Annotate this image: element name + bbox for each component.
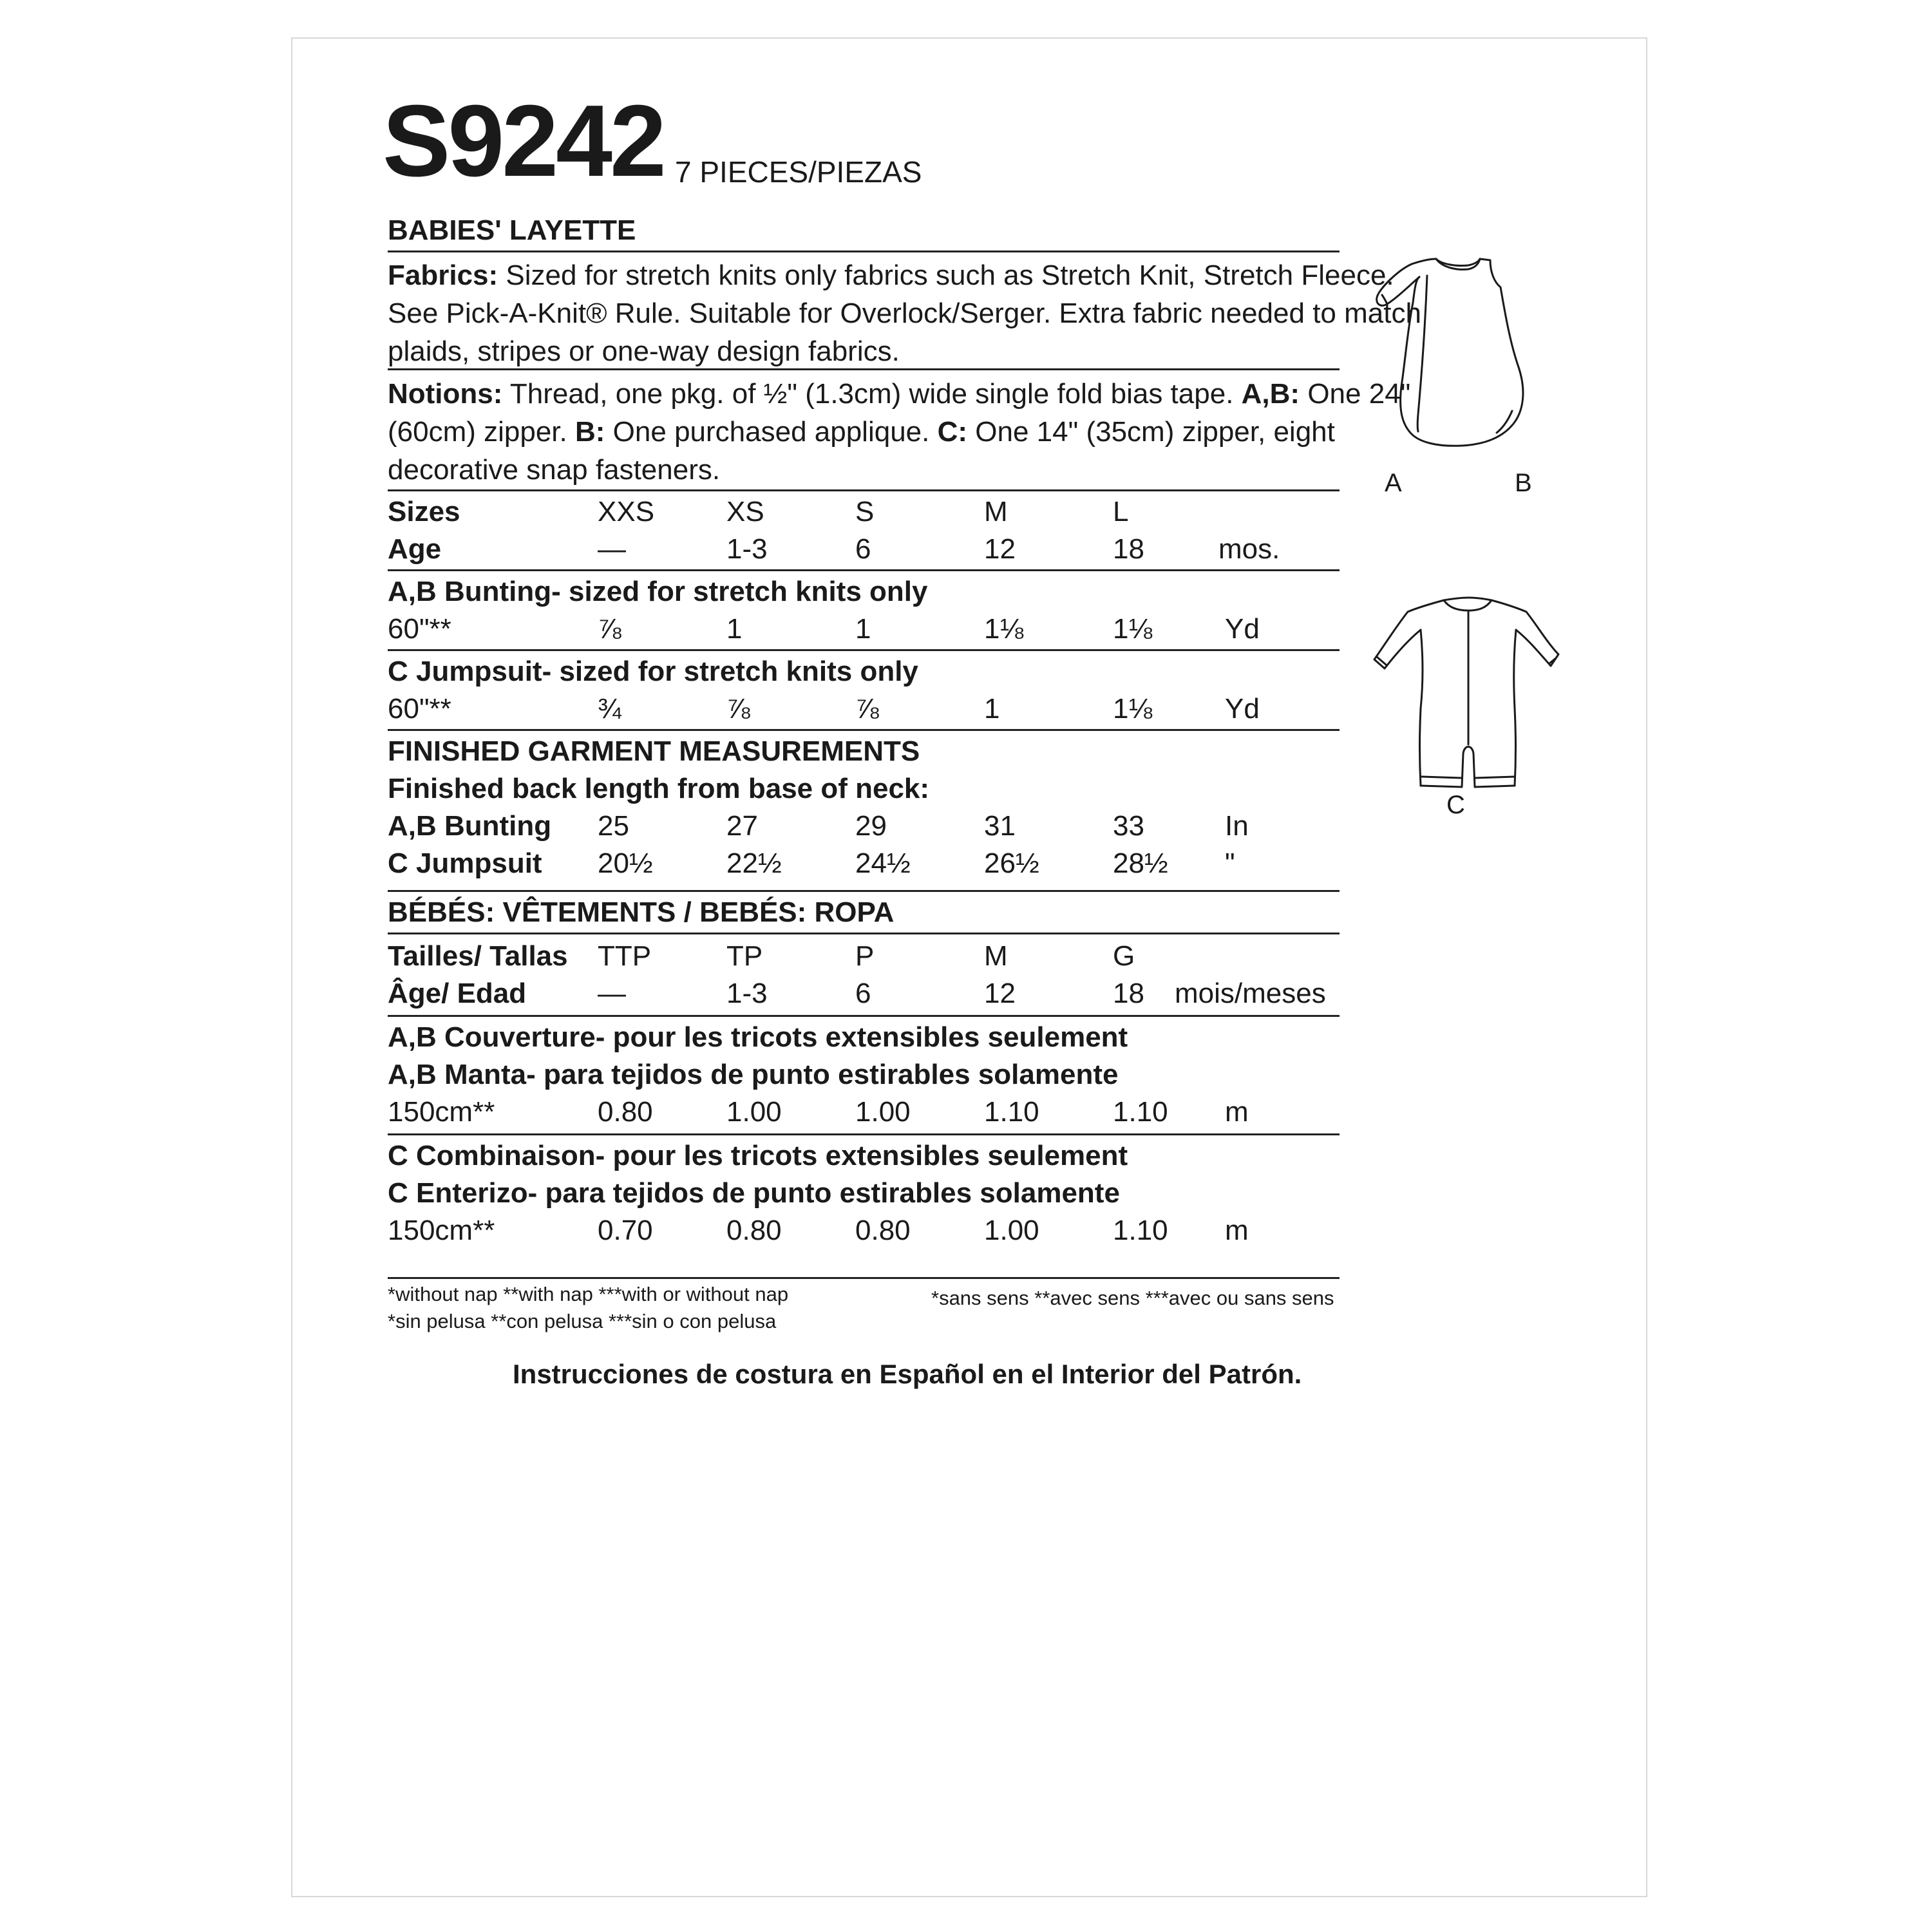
yardage-cell: 1.00 [855,1096,911,1128]
age-unit: mois/meses [1175,978,1326,1009]
age-cell: 1-3 [726,533,768,565]
measurement-label: A,B Bunting [388,810,552,842]
view-b-label: B [1515,469,1532,497]
age-cell: 1-3 [726,978,768,1009]
size-cell: M [984,940,1008,972]
measurement-cell: 25 [598,810,629,842]
age-cell: 18 [1113,533,1144,565]
jumpsuit-heading-row [388,656,1341,693]
divider [388,1133,1340,1135]
yardage-cell: 1.10 [1113,1096,1168,1128]
age-cell: — [598,533,626,565]
size-cell: XS [726,496,764,527]
measurement-cell: 22½ [726,848,782,879]
measurement-row [388,810,1341,848]
yardage-cell: 0.80 [855,1215,911,1246]
age-cell: 12 [984,533,1016,565]
fabric-width: 150cm** [388,1215,495,1246]
foreign-heading: BÉBÉS: VÊTEMENTS / BEBÉS: ROPA [388,896,895,928]
size-cell: M [984,496,1008,527]
foreign-age-label: Âge/ Edad [388,978,527,1009]
size-cell: XXS [598,496,655,527]
age-cell: 12 [984,978,1016,1009]
fabrics-label: Fabrics: [388,260,498,291]
foreign-heading-row [388,896,1341,934]
yardage-cell: ⅞ [598,613,621,645]
measurement-unit: In [1225,810,1249,842]
divider [388,569,1340,571]
yardage-cell: 1 [726,613,743,645]
notions-section [388,375,1410,489]
divider [388,368,1340,370]
measurement-cell: 27 [726,810,758,842]
notions-b-label: B: [575,416,605,448]
measurement-cell: 26½ [984,848,1039,879]
sizes-row [388,496,1341,533]
footnote-es: *sin pelusa **con pelusa ***sin o con pelusa [388,1310,777,1332]
yardage-cell: 1 [984,693,1000,724]
age-unit: mos. [1218,533,1280,565]
measurement-label: C Jumpsuit [388,848,542,879]
fabric-width: 60"** [388,693,451,724]
divider [388,729,1340,731]
yardage-cell: 1⅛ [1113,693,1153,724]
age-cell: 6 [855,533,871,565]
fabrics-line-2: See Pick-A-Knit® Rule. Suitable for Overlock/Serger. Extra fabric needed to match [388,298,1421,329]
yardage-cell: 1⅛ [1113,613,1153,645]
age-cell: 6 [855,978,871,1009]
footnote-en: *without nap **with nap ***with or without nap [388,1283,789,1305]
pieces-count: 7 PIECES/PIEZAS [675,155,922,189]
notions-ab-label: A,B: [1241,378,1300,410]
foreign-bunting-es-row [388,1059,1341,1096]
measurement-cell: 24½ [855,848,911,879]
measurements-heading-row [388,735,1341,773]
measurement-cell: 33 [1113,810,1144,842]
divider [388,1277,1340,1279]
measurements-heading: FINISHED GARMENT MEASUREMENTS [388,735,920,767]
age-cell: 18 [1113,978,1144,1009]
foreign-jumpsuit-yardage-row [388,1215,1341,1252]
yardage-cell: 1 [855,613,871,645]
measurements-subheading: Finished back length from base of neck: [388,773,930,804]
bunting-illustration [1372,251,1565,470]
yardage-unit: Yd [1225,613,1260,645]
yardage-unit: m [1225,1215,1249,1246]
yardage-cell: 1.00 [984,1215,1039,1246]
bunting-yardage-row [388,613,1341,650]
size-cell: G [1113,940,1135,972]
yardage-cell: 0.80 [726,1215,782,1246]
yardage-cell: 1.10 [1113,1215,1168,1246]
divider [388,1015,1340,1017]
notions-line-2: (60cm) zipper. [388,416,567,448]
yardage-cell: 0.80 [598,1096,653,1128]
age-row [388,533,1341,571]
measurement-cell: 31 [984,810,1016,842]
spanish-instructions-note: Instrucciones de costura en Español en el Interior del Patrón. [513,1359,1302,1389]
divider [388,933,1340,934]
measurement-cell: 20½ [598,848,653,879]
pattern-code: S9242 [383,84,664,198]
size-cell: TTP [598,940,652,972]
divider [388,890,1340,892]
foreign-sizes-row [388,940,1341,978]
yardage-cell: 1.00 [726,1096,782,1128]
yardage-cell: 0.70 [598,1215,653,1246]
yardage-cell: ¾ [598,693,621,724]
view-a-label: A [1385,469,1402,497]
footnote-fr: *sans sens **avec sens ***avec ou sans sens [931,1287,1334,1309]
notions-line-1: Thread, one pkg. of ½" (1.3cm) wide single fold bias tape. [509,378,1234,410]
size-cell: L [1113,496,1129,527]
yardage-cell: ⅞ [855,693,879,724]
bunting-heading-es: A,B Manta- para tejidos de punto estirables solamente [388,1059,1119,1090]
fabrics-section [388,256,1421,370]
notions-c-label: C: [937,416,968,448]
yardage-cell: 1⅛ [984,613,1024,645]
measurement-cell: 28½ [1113,848,1168,879]
divider [388,649,1340,651]
yardage-cell: ⅞ [726,693,750,724]
fabrics-line-1: Sized for stretch knits only fabrics such as Stretch Knit, Stretch Fleece. [506,260,1394,291]
age-cell: — [598,978,626,1009]
fabric-width: 150cm** [388,1096,495,1128]
measurements-subheading-row [388,773,1341,810]
pattern-title: BABIES' LAYETTE [388,214,636,246]
measurement-unit: " [1225,848,1235,879]
foreign-jumpsuit-fr-row [388,1140,1341,1177]
notions-ab-text: One 24" [1307,378,1411,410]
foreign-sizes-label: Tailles/ Tallas [388,940,568,972]
size-cell: TP [726,940,763,972]
yardage-unit: Yd [1225,693,1260,724]
view-c-label: C [1446,791,1465,819]
jumpsuit-illustration [1372,592,1565,799]
foreign-bunting-fr-row [388,1021,1341,1059]
divider [388,251,1340,252]
measurement-row [388,848,1341,885]
jumpsuit-heading-fr: C Combinaison- pour les tricots extensibles seulement [388,1140,1128,1171]
size-cell: P [855,940,875,972]
measurement-cell: 29 [855,810,887,842]
sizes-label: Sizes [388,496,460,527]
jumpsuit-yardage-row [388,693,1341,730]
foreign-jumpsuit-es-row [388,1177,1341,1215]
yardage-unit: m [1225,1096,1249,1128]
notions-label: Notions: [388,378,503,410]
notions-b-text: One purchased applique. [612,416,930,448]
foreign-bunting-yardage-row [388,1096,1341,1133]
bunting-heading-fr: A,B Couverture- pour les tricots extensibles seulement [388,1021,1128,1053]
fabric-width: 60"** [388,613,451,645]
age-label: Age [388,533,442,565]
jumpsuit-heading: C Jumpsuit- sized for stretch knits only [388,656,918,687]
jumpsuit-heading-es: C Enterizo- para tejidos de punto estirables solamente [388,1177,1120,1209]
bunting-heading: A,B Bunting- sized for stretch knits only [388,576,928,607]
yardage-cell: 1.10 [984,1096,1039,1128]
notions-line-3: decorative snap fasteners. [388,454,721,486]
bunting-heading-row [388,576,1341,613]
notions-c-text: One 14" (35cm) zipper, eight [975,416,1335,448]
size-cell: S [855,496,875,527]
foreign-age-row [388,978,1341,1015]
divider [388,489,1340,491]
fabrics-line-3: plaids, stripes or one-way design fabrics. [388,336,900,367]
